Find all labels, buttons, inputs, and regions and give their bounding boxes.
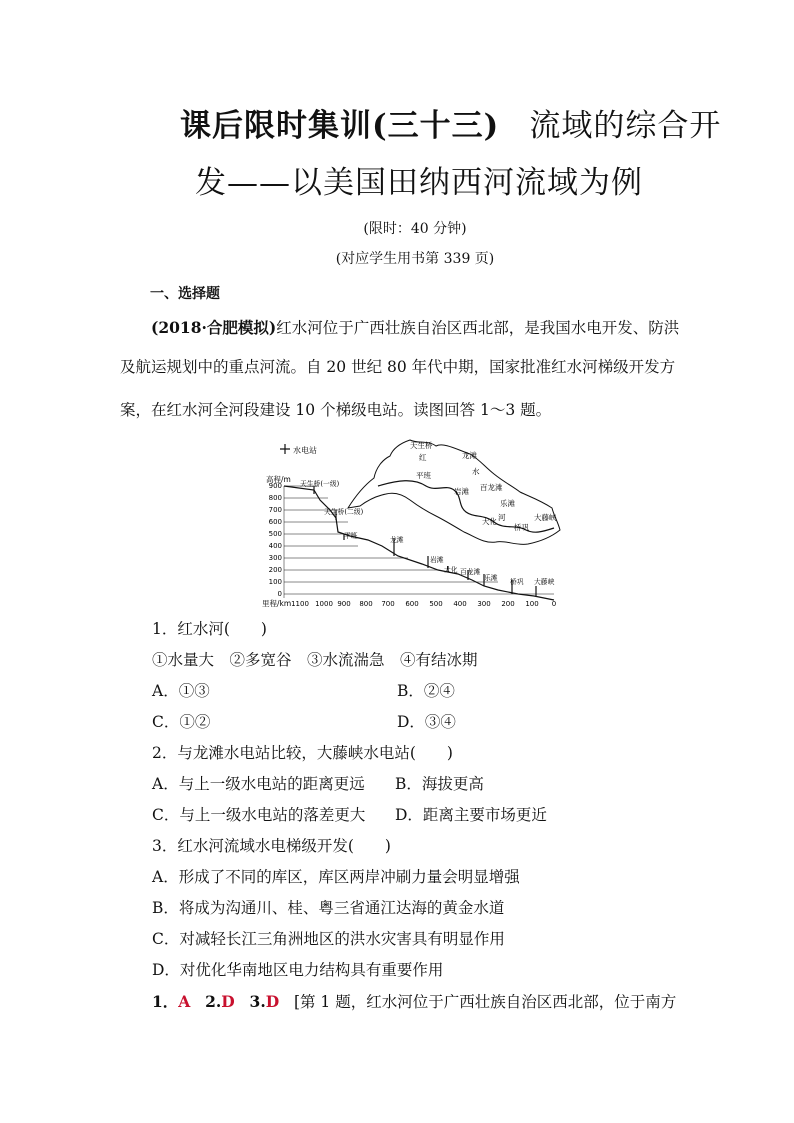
y-tick: 600 [268,518,282,526]
question-3-stem: 3．红水河流域水电梯级开发( ) [152,837,391,855]
y-tick: 500 [268,530,282,538]
q2-option-c: C．与上一级水电站的落差更大 [152,806,366,824]
title-rest: 流域的综合开 [529,108,722,144]
station-label: 平班 [344,532,358,540]
answer-3-num: 3. [249,992,266,1011]
y-tick: 200 [268,566,282,574]
map-label-qiaogong: 桥巩 [514,523,529,532]
answer-1-num: 1． [152,992,179,1011]
x-tick: 0 [551,600,557,608]
q1-option-c: C．①② [152,713,211,731]
x-tick: 300 [477,600,491,608]
x-tick: 500 [429,600,443,608]
river-profile-figure [258,434,578,609]
map-label-longtan: 龙滩 [462,451,477,460]
x-tick: 100 [525,600,539,608]
answer-explanation: [第 1 题，红水河位于广西壮族自治区西北部，位于南方 [293,993,677,1011]
x-ticks [291,600,556,608]
y-tick: 700 [268,506,282,514]
map-label-yuetan: 乐滩 [500,499,515,508]
q3-option-a: A．形成了不同的库区，库区两岸冲刷力量会明显增强 [152,868,520,886]
intro-line3: 案，在红水河全河段建设 10 个梯级电站。读图回答 1～3 题。 [120,401,552,419]
x-tick: 400 [453,600,467,608]
q2-option-b: B．海拔更高 [395,775,484,793]
q3-option-b: B．将成为沟通川、桂、粤三省通江达海的黄金水道 [152,899,505,917]
y-axis-label: 高程/m [266,475,291,484]
page-title-line1 [180,100,721,145]
station-label: 大藤峡 [534,578,555,586]
title-bold: 课后限时集训(三十三) [180,108,500,144]
y-tick: 300 [268,554,282,562]
map-label-datengxia: 大藤峡 [534,513,557,522]
map-label-pingban: 平班 [416,471,431,480]
question-1-stem: 1．红水河( ) [152,620,267,638]
map-label-tianshengqiao: 天生桥 [410,441,433,450]
x-tick: 900 [337,600,351,608]
station-label: 桥巩 [510,578,524,586]
answer-1: A [178,992,191,1011]
y-tick: 800 [268,494,282,502]
intro-line2: 及航运规划中的重点河流。自 20 世纪 80 年代中期，国家批准红水河梯级开发方 [120,358,676,376]
q1-option-b: B．②④ [397,682,455,700]
section-heading: 一、选择题 [150,286,220,302]
x-tick: 200 [501,600,515,608]
y-tick: 400 [268,542,282,550]
y-ticks [269,482,282,598]
x-tick: 600 [405,600,419,608]
map-label-he: 河 [498,513,506,522]
station-label: 乐滩 [484,574,498,582]
q2-option-d: D．距离主要市场更近 [395,806,547,824]
answer-2-num: 2. [205,992,222,1011]
legend-hydro-icon [280,444,290,454]
map-label-hong: 红 [419,453,427,462]
x-tick: 1100 [291,600,309,608]
time-limit: (限时：40 分钟) [363,221,467,237]
answer-line [152,990,676,1012]
q1-option-a: A．①③ [152,682,210,700]
legend-label: 水电站 [293,446,317,455]
intro-line1-text: 红水河位于广西壮族自治区西北部，是我国水电开发、防洪 [276,319,680,337]
intro-source: (2018·合肥模拟) [151,318,277,337]
station-label: 龙滩 [390,536,404,544]
q3-option-d: D．对优化华南地区电力结构具有重要作用 [152,961,444,979]
x-tick: 700 [381,600,395,608]
station-label: 天生桥(一级) [300,480,340,488]
q3-option-c: C．对减轻长江三角洲地区的洪水灾害具有明显作用 [152,930,505,948]
answer-3: D [265,992,280,1011]
station-label: 大化 [444,566,458,574]
station-label: 百龙滩 [460,568,481,576]
map-label-dahua: 大化 [482,517,497,526]
answer-2: D [221,992,235,1011]
map-label-shui: 水 [472,467,480,476]
map-label-yantan: 岩滩 [454,487,469,496]
question-1-choices: ①水量大 ②多宽谷 ③水流湍急 ④有结冰期 [152,651,478,669]
station-label: 天生桥(二级) [324,508,364,516]
intro-line1 [151,316,679,338]
y-tick: 900 [268,482,282,490]
x-tick: 1000 [315,600,333,608]
x-axis-label: 里程/km [262,599,292,608]
map-label-bailongtan: 百龙滩 [480,483,503,492]
question-2-stem: 2．与龙滩水电站比较，大藤峡水电站( ) [152,744,453,762]
page-title-line2: 发——以美国田纳西河流域为例 [195,165,643,201]
y-tick: 100 [268,578,282,586]
q1-option-d: D．③④ [397,713,456,731]
station-label: 岩滩 [430,556,444,564]
y-tick: 0 [277,590,282,598]
q2-option-a: A．与上一级水电站的距离更远 [152,775,365,793]
book-reference: (对应学生用书第 339 页) [335,251,495,267]
x-tick: 800 [359,600,373,608]
